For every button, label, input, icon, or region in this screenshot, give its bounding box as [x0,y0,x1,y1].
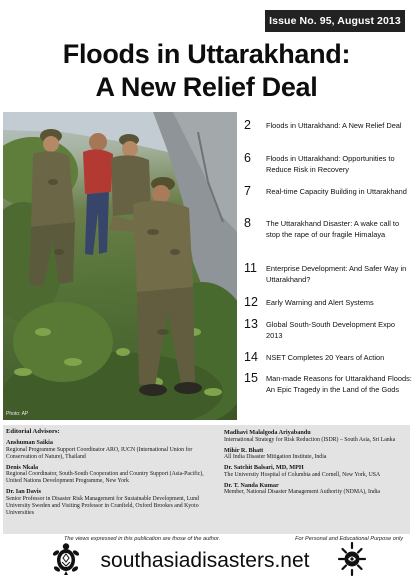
advisors-column-left [6,428,216,517]
sun-emblem-icon [337,541,367,577]
toc-title: Enterprise Development: And Safer Way in Uttarakhand? [266,263,407,284]
toc-page-number: 2 [244,118,251,132]
advisors-column-right [224,428,408,496]
toc-entry[interactable] [244,371,412,407]
toc-entry[interactable] [244,216,412,261]
toc-page-number: 14 [244,350,258,364]
advisor-role: Regional Programme Support Coordinator ARO, IUCN (International Union for Conservation of Nature), Thailand [6,446,193,460]
toc-title: Global South-South Development Expo 2013 [266,319,396,340]
advisor-role: All India Disaster Mitigation Institute, India [224,454,327,461]
advisor-name: Madhavi Malalgoda Ariyabandu [224,429,311,436]
editorial-advisors-panel [3,425,410,534]
issue-line: Issue No. 95, August 2013 [269,15,401,27]
toc-page-number: 11 [244,261,257,275]
toc-title: The Uttarakhand Disaster: A wake call to stop the rape of our fragile Himalaya [266,218,400,239]
advisor-role: International Strategy for Risk Reduction (ISDR) – South Asia, Sri Lanka [224,436,396,443]
advisor-entry [6,439,216,461]
advisor-name: Dr. T. Nanda Kumar [224,481,279,489]
toc-page-number: 12 [244,295,258,309]
toc-entry[interactable] [244,184,412,216]
advisor-role: Senior Professor in Disaster Risk Management for Sustainable Development, Lund University Sweden and Visiting Professor in Cranfield, Oxford Brookes and Kyoto Universities [6,495,199,517]
toc-entry[interactable] [244,118,412,151]
toc-page-number: 15 [244,371,258,385]
toc-page-number: 8 [244,216,251,230]
toc-page-number: 6 [244,151,251,165]
advisor-entry [224,464,408,479]
advisor-role: Member, National Disaster Management Authority (NDMA), India [224,489,380,496]
photo-caption: Photo: AP [6,411,29,417]
toc-title: Real-time Capacity Building in Uttarakhand [266,186,407,196]
toc-entry[interactable] [244,151,412,184]
advisor-name: Dr. Satchit Balsari, MD, MPH [224,464,304,472]
toc-page-number: 13 [244,317,258,331]
toc-entry[interactable] [244,350,412,371]
website-url[interactable]: southasiadisasters.net [100,549,310,572]
advisor-entry [6,464,216,486]
toc-title: NSET Completes 20 Years of Action [266,352,385,362]
advisor-role: The University Hospital of Columbia and Cornell, New York, USA [224,471,381,478]
title-line-1: Floods in Uttarakhand: [62,39,351,69]
table-of-contents [244,118,412,407]
advisor-name: Denis Nkala [6,463,39,471]
advisor-role: Regional Coordinator, South-South Cooperation and Country Support (Asia-Pacific), United Nations Development Programme, New York [6,471,204,485]
toc-entry[interactable] [244,261,412,295]
toc-title: Early Warning and Alert Systems [266,297,374,307]
issue-badge [265,10,405,32]
toc-title: Floods in Uttarakhand: Opportunities to Reduce Risk in Recovery [266,153,395,174]
advisor-name: Dr. Ian Davis [6,488,42,496]
advisor-name: Anshuman Saikia [6,439,53,446]
views-disclaimer: The views expressed in this publication are those of the author. [64,536,221,542]
advisor-entry [224,447,408,462]
title-line-2: A New Relief Deal [95,72,318,102]
toc-page-number: 7 [244,184,251,198]
toc-entry[interactable] [244,317,412,350]
advisor-name: Mihir R. Bhatt [224,446,264,454]
rescue-scene-illustration [3,112,237,420]
advisor-entry [224,482,408,497]
toc-title: Floods in Uttarakhand: A New Relief Deal [266,120,402,130]
advisor-entry [6,488,216,517]
advisors-heading: Editorial Advisors: [6,428,60,435]
cover-title [0,38,413,104]
cover-photo [3,112,237,420]
toc-entry[interactable] [244,295,412,317]
advisor-entry [224,429,408,444]
usage-notice: For Personal and Educational Purpose only [295,536,403,542]
toc-title: Man-made Reasons for Uttarakhand Floods: An Epic Tragedy in the Land of the Gods [266,373,412,394]
